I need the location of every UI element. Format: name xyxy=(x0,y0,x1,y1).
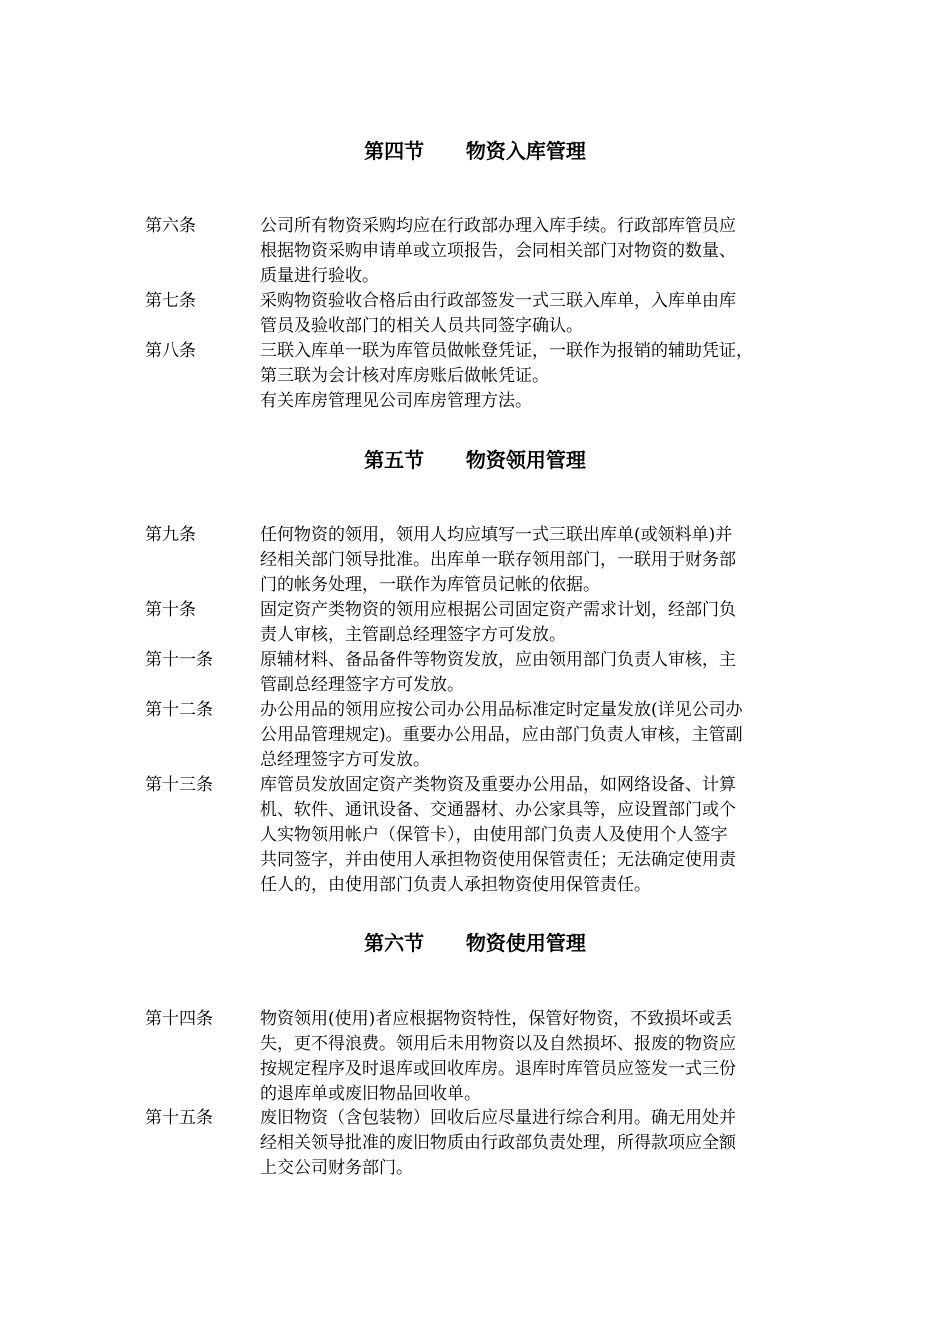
article-line: 机、软件、通讯设备、交通器材、办公家具等，应设置部门或个 xyxy=(260,800,736,820)
article-body xyxy=(260,598,810,648)
article-line: 办公用品的领用应按公司办公用品标准定时定量发放(详见公司办 xyxy=(260,700,743,720)
article-line: 门的帐务处理，一联作为库管员记帐的依据。 xyxy=(260,575,600,595)
article-line: 按规定程序及时退库或回收库房。退库时库管员应签发一式三份 xyxy=(260,1059,736,1079)
section-heading-5: 第五节 物资领用管理 xyxy=(364,448,586,472)
article-label: 第十三条 xyxy=(145,775,213,795)
article-line: 有关库房管理见公司库房管理方法。 xyxy=(260,391,532,411)
article-line: 管员及验收部门的相关人员共同签字确认。 xyxy=(260,316,583,336)
article-line: 管副总经理签字方可发放。 xyxy=(260,675,464,695)
section-heading-4: 第四节 物资入库管理 xyxy=(364,139,586,163)
article-line: 的退库单或废旧物品回收单。 xyxy=(260,1084,481,1104)
article-line: 第三联为会计核对库房账后做帐凭证。 xyxy=(260,366,549,386)
article-line: 总经理签字方可发放。 xyxy=(260,750,430,770)
article-line: 责人审核，主管副总经理签字方可发放。 xyxy=(260,625,566,645)
article-13 xyxy=(145,773,815,898)
article-line: 共同签字，并由使用人承担物资使用保管责任；无法确定使用责 xyxy=(260,850,736,870)
article-label: 第十四条 xyxy=(145,1009,213,1029)
article-11 xyxy=(145,648,815,698)
article-line: 质量进行验收。 xyxy=(260,266,379,286)
article-body xyxy=(260,698,810,773)
article-body xyxy=(260,1007,810,1107)
article-line: 经相关领导批准的废旧物质由行政部负责处理，所得款项应全额 xyxy=(260,1133,736,1153)
article-line: 固定资产类物资的领用应根据公司固定资产需求计划，经部门负 xyxy=(260,600,736,620)
article-line: 废旧物资（含包装物）回收后应尽量进行综合利用。确无用处并 xyxy=(260,1108,736,1128)
article-label: 第九条 xyxy=(145,525,196,545)
article-line: 采购物资验收合格后由行政部签发一式三联入库单，入库单由库 xyxy=(260,291,736,311)
article-14 xyxy=(145,1007,815,1107)
section-heading-6: 第六节 物资使用管理 xyxy=(364,931,586,955)
article-line: 公用品管理规定)。重要办公用品，应由部门负责人审核，主管副 xyxy=(260,725,743,745)
article-line: 任何物资的领用，领用人均应填写一式三联出库单(或领料单)并 xyxy=(260,525,733,545)
article-body xyxy=(260,523,810,598)
article-line: 库管员发放固定资产类物资及重要办公用品，如网络设备、计算 xyxy=(260,775,736,795)
article-line: 失，更不得浪费。领用后未用物资以及自然损坏、报废的物资应 xyxy=(260,1034,736,1054)
article-line: 原辅材料、备品备件等物资发放，应由领用部门负责人审核，主 xyxy=(260,650,736,670)
article-body xyxy=(260,648,810,698)
article-10 xyxy=(145,598,815,648)
article-body xyxy=(260,773,810,898)
article-12 xyxy=(145,698,815,773)
article-9 xyxy=(145,523,815,598)
article-line: 公司所有物资采购均应在行政部办理入库手续。行政部库管员应 xyxy=(260,216,736,236)
article-8 xyxy=(145,339,815,414)
article-line: 三联入库单一联为库管员做帐登凭证，一联作为报销的辅助凭证， xyxy=(260,341,753,361)
article-body xyxy=(260,214,810,289)
article-15 xyxy=(145,1106,815,1181)
article-label: 第十二条 xyxy=(145,700,213,720)
article-7 xyxy=(145,289,815,339)
article-body xyxy=(260,339,810,414)
article-6 xyxy=(145,214,815,289)
article-body xyxy=(260,289,810,339)
article-line: 人实物领用帐户（保管卡），由使用部门负责人及使用个人签字 xyxy=(260,825,728,845)
article-label: 第八条 xyxy=(145,341,196,361)
article-body xyxy=(260,1106,810,1181)
article-line: 上交公司财务部门。 xyxy=(260,1158,413,1178)
article-label: 第十五条 xyxy=(145,1108,213,1128)
article-line: 物资领用(使用)者应根据物资特性，保管好物资，不致损坏或丢 xyxy=(260,1009,733,1029)
article-label: 第十一条 xyxy=(145,650,213,670)
article-line: 经相关部门领导批准。出库单一联存领用部门，一联用于财务部 xyxy=(260,550,736,570)
article-line: 任人的，由使用部门负责人承担物资使用保管责任。 xyxy=(260,875,651,895)
article-label: 第七条 xyxy=(145,291,196,311)
article-label: 第六条 xyxy=(145,216,196,236)
article-label: 第十条 xyxy=(145,600,196,620)
article-line: 根据物资采购申请单或立项报告，会同相关部门对物资的数量、 xyxy=(260,241,736,261)
